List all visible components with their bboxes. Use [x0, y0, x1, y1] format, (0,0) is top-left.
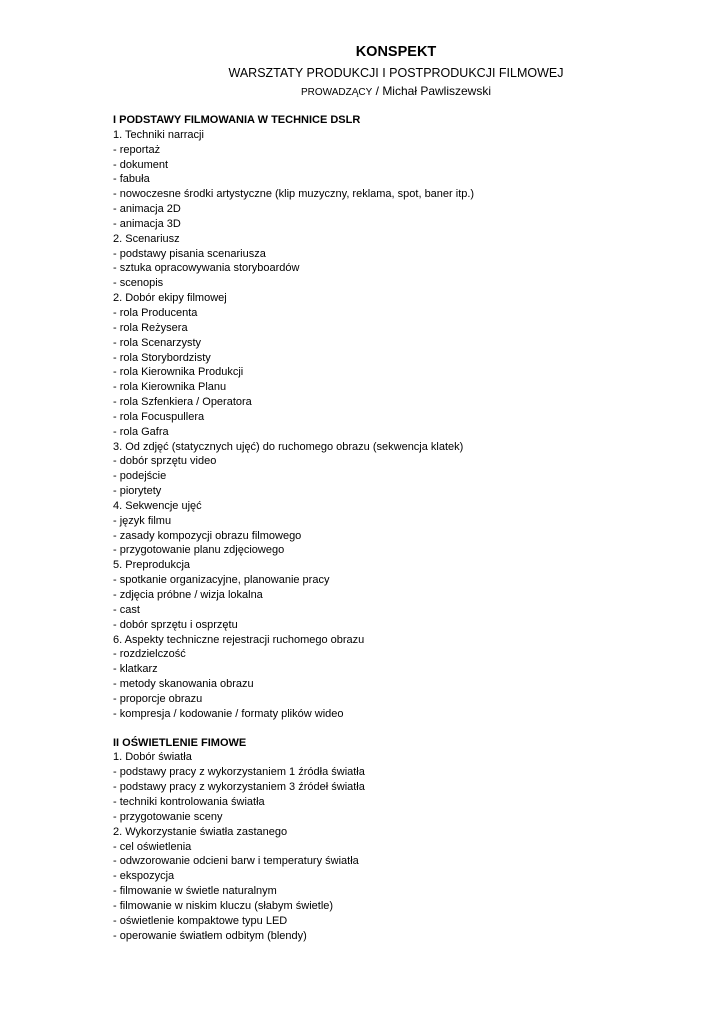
outline-line: - rozdzielczość: [113, 648, 186, 661]
outline-line: - operowanie światłem odbitym (blendy): [113, 929, 307, 942]
outline-line: 6. Aspekty techniczne rejestracji ruchomego obrazu: [113, 633, 365, 646]
outline-line: - animacja 2D: [113, 203, 181, 216]
outline-line: 3. Od zdjęć (statycznych ujęć) do ruchomego obrazu (sekwencja klatek): [113, 440, 464, 453]
outline-line: - przygotowanie sceny: [113, 810, 223, 823]
outline-line: - piorytety: [113, 485, 162, 498]
outline-line: - scenopis: [113, 277, 164, 290]
outline-line: - proporcje obrazu: [113, 692, 203, 705]
outline-line: - dokument: [113, 158, 169, 171]
outline-line: - filmowanie w niskim kluczu (słabym świetle): [113, 899, 334, 912]
lecturer-line: [301, 84, 491, 98]
outline-line: - reportaż: [113, 143, 161, 156]
outline-line: - podejście: [113, 470, 167, 483]
outline-line: - techniki kontrolowania światła: [113, 795, 265, 808]
outline-line: - kompresja / kodowanie / formaty plików wideo: [113, 707, 344, 720]
lecturer-name: Michał Pawliszewski: [382, 84, 492, 98]
outline-line: - rola Focuspullera: [113, 410, 205, 423]
outline-line: - dobór sprzętu i osprzętu: [113, 618, 238, 631]
document-title: KONSPEKT: [355, 44, 437, 60]
outline-content: [113, 113, 693, 957]
outline-line: - fabuła: [113, 173, 150, 186]
outline-line: - rola Storybordzisty: [113, 351, 211, 364]
section-line-list: [113, 750, 693, 943]
outline-line: 5. Preprodukcja: [113, 559, 191, 572]
lecturer-separator: /: [372, 84, 383, 98]
outline-line: - rola Szfenkiera / Operatora: [113, 396, 252, 409]
outline-line: - rola Scenarzysty: [113, 336, 202, 349]
outline-line: 2. Dobór ekipy filmowej: [113, 292, 227, 305]
outline-line: - odwzorowanie odcieni barw i temperatury światła: [113, 855, 359, 868]
outline-line: 2. Scenariusz: [113, 232, 180, 245]
section-line-list: [113, 128, 693, 722]
outline-line: 1. Techniki narracji: [113, 128, 204, 141]
outline-line: - rola Gafra: [113, 425, 169, 438]
outline-section: [113, 113, 693, 722]
outline-line: - filmowanie w świetle naturalnym: [113, 885, 277, 898]
outline-line: - język filmu: [113, 514, 172, 527]
outline-line: - zasady kompozycji obrazu filmowego: [113, 529, 302, 542]
outline-line: 1. Dobór światła: [113, 751, 192, 764]
outline-line: 4. Sekwencje ujęć: [113, 499, 202, 512]
outline-line: - nowoczesne środki artystyczne (klip muzyczny, reklama, spot, baner itp.): [113, 188, 475, 201]
outline-line: - sztuka opracowywania storyboardów: [113, 262, 300, 275]
outline-section: [113, 736, 693, 944]
outline-line: - animacja 3D: [113, 217, 181, 230]
outline-line: - oświetlenie kompaktowe typu LED: [113, 914, 288, 927]
section-heading: I PODSTAWY FILMOWANIA W TECHNICE DSLR: [113, 114, 361, 126]
document-subtitle: WARSZTATY PRODUKCJI I POSTPRODUKCJI FILMOWEJ: [228, 66, 564, 80]
outline-line: - podstawy pisania scenariusza: [113, 247, 266, 260]
outline-line: - zdjęcia próbne / wizja lokalna: [113, 589, 263, 601]
outline-line: - spotkanie organizacyjne, planowanie pracy: [113, 574, 330, 587]
outline-line: - rola Reżysera: [113, 321, 188, 334]
outline-line: 2. Wykorzystanie światła zastanego: [113, 825, 288, 838]
outline-line: - rola Kierownika Produkcji: [113, 366, 244, 379]
outline-line: - podstawy pracy z wykorzystaniem 3 źródeł światła: [113, 781, 365, 794]
outline-line: - ekspozycja: [113, 870, 175, 883]
outline-line: - cel oświetlenia: [113, 840, 192, 853]
outline-line: - cast: [113, 603, 140, 616]
outline-line: - klatkarz: [113, 663, 158, 676]
outline-line: - przygotowanie planu zdjęciowego: [113, 544, 285, 557]
outline-line: - dobór sprzętu video: [113, 455, 217, 468]
outline-line: - metody skanowania obrazu: [113, 678, 254, 691]
outline-line: - rola Producenta: [113, 306, 198, 319]
section-heading: II OŚWIETLENIE FIMOWE: [113, 736, 247, 749]
outline-line: - podstawy pracy z wykorzystaniem 1 źródła światła: [113, 766, 365, 779]
outline-line: - rola Kierownika Planu: [113, 381, 227, 394]
lecturer-role: PROWADZĄCY: [300, 87, 373, 98]
